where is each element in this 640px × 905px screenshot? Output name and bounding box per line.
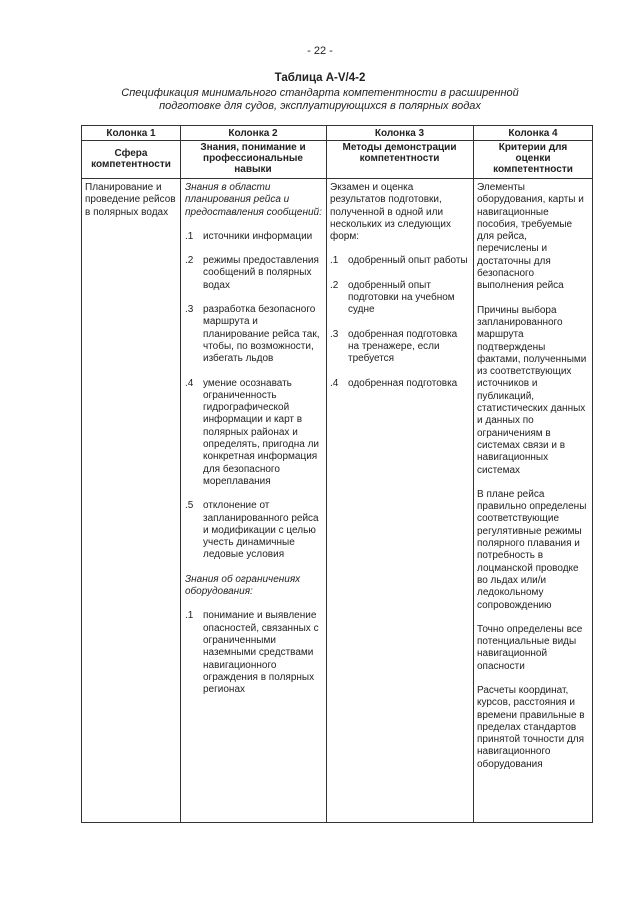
list-item xyxy=(185,500,323,561)
page-number: - 22 - xyxy=(307,45,333,57)
column-divider xyxy=(473,126,474,822)
col1-cell xyxy=(85,182,177,219)
item-number: .1 xyxy=(330,255,339,267)
list-item xyxy=(185,378,323,489)
competence-text: Планирование и проведение рейсов в полярных водах xyxy=(85,182,176,218)
item-text: умение осознавать ограниченность гидрографической информации и карт в полярных районах и определять, пригодна ли конкретная информация для безопасного мореплавания xyxy=(203,377,319,487)
list-item xyxy=(185,255,323,292)
item-text: одобренная подготовка xyxy=(348,377,458,389)
criteria-paragraph: Точно определены все потенциальные виды навигационной опасности xyxy=(477,623,583,672)
criteria-paragraph: В плане рейса правильно определены соответствующие регулятивные режимы полярного плавания и потребность в лоцманской проводке во льдах или/и ледокольному сопровождению xyxy=(477,488,587,611)
list-item xyxy=(330,280,470,317)
row-divider xyxy=(82,178,592,179)
item-number: .1 xyxy=(185,230,194,242)
item-number: .3 xyxy=(330,328,339,340)
item-number: .2 xyxy=(185,255,194,267)
item-text: одобренный опыт подготовки на учебном судне xyxy=(348,279,455,316)
list-item xyxy=(330,329,470,366)
equipment-section-title: Знания об ограничениях оборудования: xyxy=(185,573,301,598)
item-text: разработка безопасного маршрута и планирование рейса так, чтобы, по возможности, избегать льдов xyxy=(203,304,320,365)
header-knowledge: Знания, понимание и профессиональные навыки xyxy=(200,142,306,175)
col3-cell xyxy=(330,182,470,402)
table-title: Таблица A-V/4-2 xyxy=(274,72,366,84)
column-label-3: Колонка 3 xyxy=(374,128,425,139)
header-competence: Сфера компетентности xyxy=(91,148,171,170)
item-text: отклонение от запланированного рейса и модификации с целью учесть динамичные ледовые условия xyxy=(203,500,319,561)
competence-table xyxy=(81,125,593,823)
criteria-paragraph: Расчеты координат, курсов, расстояния и времени правильные в пределах стандартов принятой точности для навигационного оборудования xyxy=(477,684,585,770)
list-item xyxy=(330,378,470,390)
item-text: понимание и выявление опасностей, связанных с ограниченными наземными средствами навигационного ограждения в полярных регионах xyxy=(203,610,319,696)
list-item xyxy=(185,610,323,696)
column-divider xyxy=(180,126,181,822)
col4-cell xyxy=(477,182,591,783)
column-label-2: Колонка 2 xyxy=(228,128,278,139)
header-criteria: Критерии для оценки компетентности xyxy=(493,142,573,175)
item-text: источники информации xyxy=(203,230,313,242)
item-number: .4 xyxy=(330,377,339,389)
list-item xyxy=(185,231,323,243)
list-item xyxy=(185,304,323,365)
item-number: .5 xyxy=(185,500,194,512)
list-item xyxy=(330,255,470,267)
item-number: .2 xyxy=(330,279,339,291)
header-methods: Методы демонстрации компетентности xyxy=(342,142,457,164)
item-number: .3 xyxy=(185,304,194,316)
item-text: режимы предоставления сообщений в полярных водах xyxy=(203,255,319,291)
methods-intro: Экзамен и оценка результатов подготовки, полученной в одной или нескольких из следующих форм: xyxy=(330,182,451,243)
table-subtitle: Спецификация минимального стандарта компетентности в расширенной подготовке для судов, эксплуатирующихся в полярных водах xyxy=(121,87,519,112)
column-label-1: Колонка 1 xyxy=(106,128,156,139)
column-label-4: Колонка 4 xyxy=(508,128,558,139)
col2-cell xyxy=(185,182,323,708)
knowledge-section-title: Знания в области планирования рейса и предоставления сообщений: xyxy=(185,182,322,218)
criteria-paragraph: Причины выбора запланированного маршрута подтверждены фактами, полученными из соответствующих источников и публикаций, статистических данных и данных по ограничениям в системах связи и в навигационных системах xyxy=(477,304,587,476)
item-number: .1 xyxy=(185,610,194,622)
item-text: одобренная подготовка на тренажере, если требуется xyxy=(348,328,458,365)
column-divider xyxy=(326,126,327,822)
item-text: одобренный опыт работы xyxy=(348,255,468,267)
item-number: .4 xyxy=(185,377,194,389)
criteria-paragraph: Элементы оборудования, карты и навигационные пособия, требуемые для рейса, перечислены и достаточны для безопасного выполнения рейса xyxy=(477,182,584,292)
row-divider xyxy=(82,140,592,141)
